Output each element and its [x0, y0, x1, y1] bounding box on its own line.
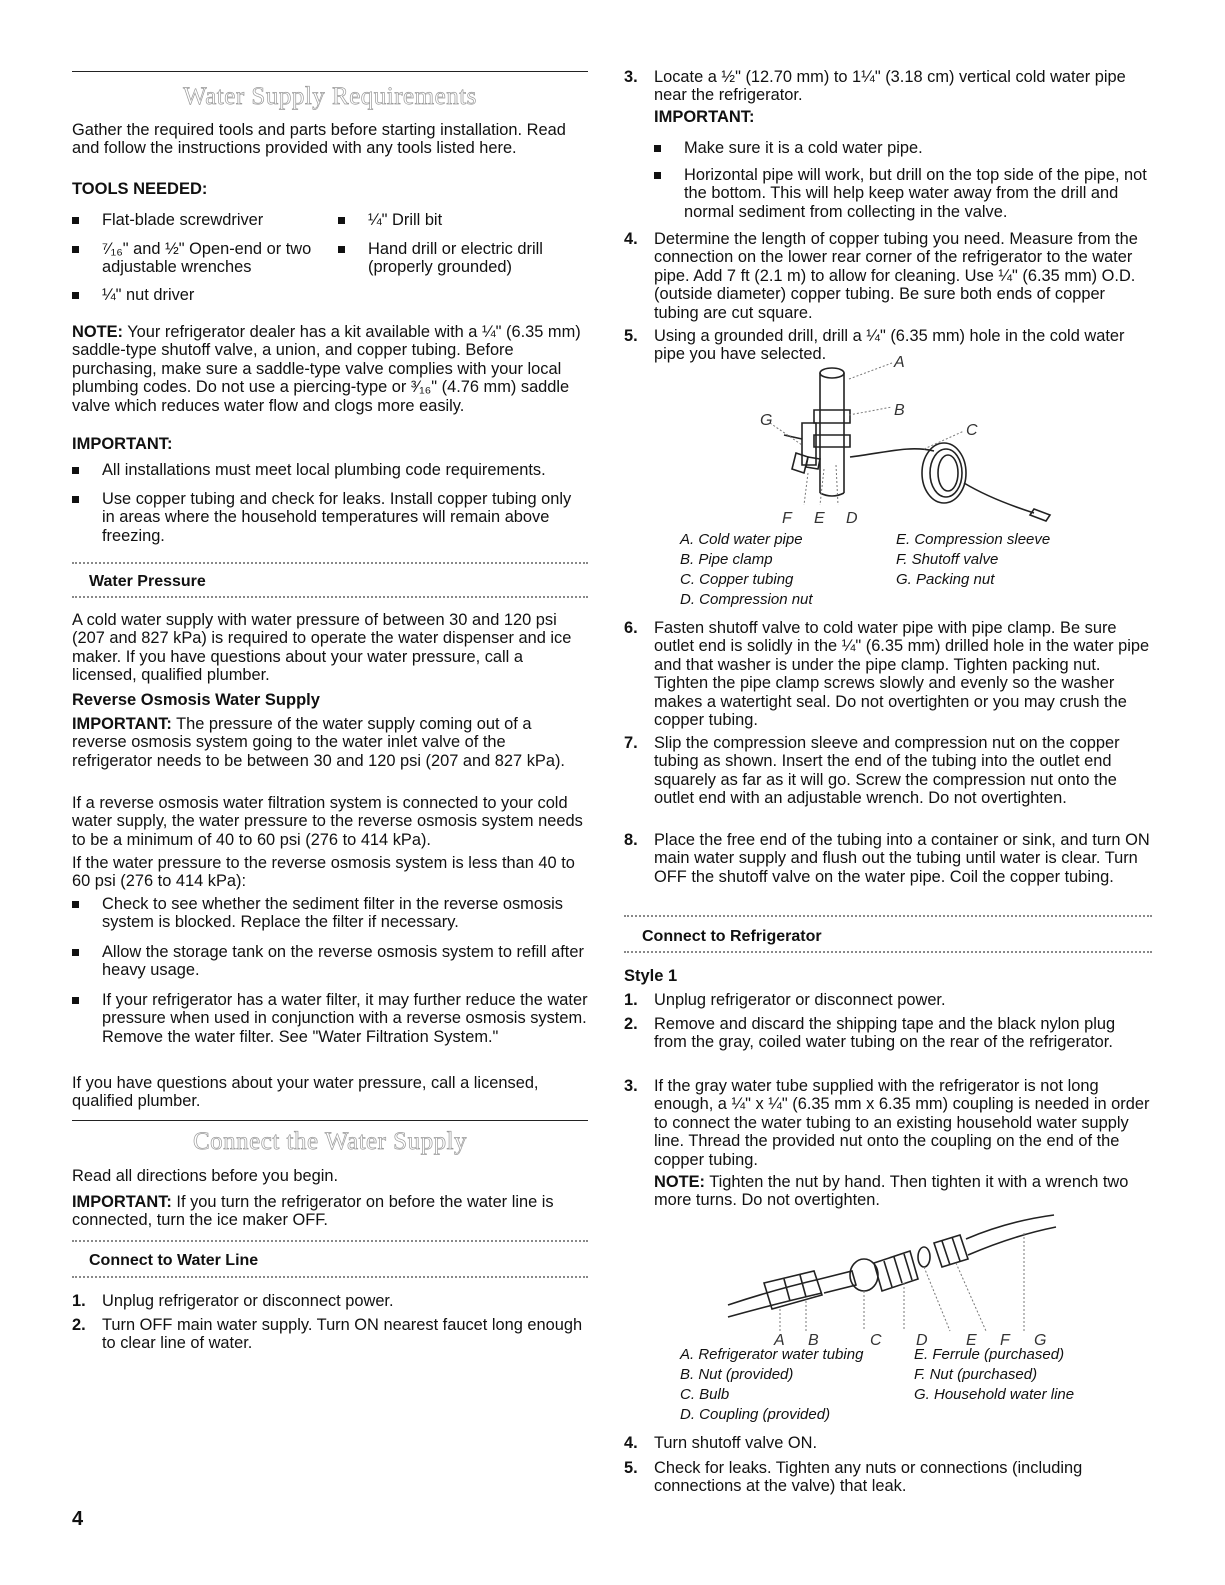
tool-item: Flat-blade screwdriver — [72, 211, 322, 231]
bullet-icon — [72, 949, 79, 956]
fig1-letter-f: F — [782, 510, 792, 527]
dotted-divider — [72, 562, 588, 564]
ro-item: If your refrigerator has a water filter, it may further reduce the water pressure when used in conjunction with a reverse osmosis system. Remove the water filter. See "Water Filtration System." — [72, 991, 588, 1067]
read-directions-paragraph: Read all directions before you begin. — [72, 1167, 339, 1185]
fig1-letter-d: D — [846, 510, 858, 527]
bullet-icon — [72, 997, 79, 1004]
dotted-divider — [624, 915, 1152, 917]
step-item: 1. Unplug refrigerator or disconnect power. — [624, 991, 946, 1009]
fig1-letter-c: C — [966, 422, 978, 439]
section-heading-water-supply-requirements: Water Supply Requirements — [183, 83, 477, 110]
fig1-letter-b: B — [894, 402, 905, 419]
fig2-letter-e: E — [966, 1332, 977, 1349]
fig2-letter-a: A — [774, 1332, 785, 1349]
bullet-icon — [72, 292, 79, 299]
step-item: 3. If the gray water tube supplied with the refrigerator is not long enough, a ¼" x ¼" (6.35 mm x 6.35 mm) coupling is needed in order to connect the water tubing to an existing household water supply line. Thread the provided nut onto the coupling on the end of the copper tubing. — [624, 1077, 1150, 1169]
fig2-letter-f: F — [1000, 1332, 1010, 1349]
bullet-icon — [654, 172, 661, 179]
bullet-icon — [72, 901, 79, 908]
bullet-icon — [338, 217, 345, 224]
fig2-caption-right: E. Ferrule (purchased) F. Nut (purchased) G. Household water line — [914, 1346, 1075, 1403]
note-paragraph: NOTE: Your refrigerator dealer has a kit available with a ¼" (6.35 mm) saddle-type shutoff valve, a union, and copper tubing. Before purchasing, make sure a saddle-type valve complies with your local plumbing codes. Do not use a piercing-type or ³⁄₁₆" (4.76 mm) saddle valve which reduces water flow and clogs more easily. — [72, 323, 581, 415]
fig1-caption-left: A. Cold water pipe B. Pipe clamp C. Copper tubing D. Compression nut — [680, 531, 813, 608]
step-item: 2. Turn OFF main water supply. Turn ON nearest faucet long enough to clear line of water. — [72, 1316, 583, 1353]
subheading-water-pressure: Water Pressure — [89, 573, 206, 590]
fig2-caption-left: A. Refrigerator water tubing B. Nut (provided) C. Bulb D. Coupling (provided) — [680, 1346, 864, 1423]
step-item: 4. Determine the length of copper tubing you need. Measure from the connection on the lower rear corner of the refrigerator to the water pipe. Add 7 ft (2.1 m) to allow for cleaning. Use ¼" (6.35 mm) O.D. (outside diameter) copper tubing. Be sure both ends of copper tubing are cut square. — [624, 230, 1138, 322]
fig1-caption-right: E. Compression sleeve F. Shutoff valve G. Packing nut — [896, 531, 1051, 588]
step-item: 5. Using a grounded drill, drill a ¼" (6.35 mm) hole in the cold water pipe you have selected. — [624, 327, 1125, 364]
water-pressure-paragraph: A cold water supply with water pressure of between 30 and 120 psi (207 and 827 kPa) is required to operate the water dispenser and ice maker. If you have questions about your water pressure, call a licensed, qualified plumber. — [72, 611, 572, 685]
tools-needed-label: TOOLS NEEDED: — [72, 180, 208, 198]
important-item: Horizontal pipe will work, but drill on the top side of the pipe, not the bottom. This will help keep water away from the drill and normal sediment from collecting in the valve. — [654, 166, 1152, 224]
step-item: 6. Fasten shutoff valve to cold water pipe with pipe clamp. Be sure outlet end is solidly in the ¼" (6.35 mm) drilled hole in the water pipe and that washer is under the pipe clamp. Tighten packing nut. Tighten the pipe clamp screws slowly and evenly so the washer makes a watertight seal. Do not overtighten or you may crush the copper tubing. — [624, 619, 1150, 730]
dotted-divider — [72, 1276, 588, 1278]
step-item: 1. Unplug refrigerator or disconnect power. — [72, 1292, 394, 1310]
fig1-letter-a: A — [894, 354, 905, 371]
fig2-letter-d: D — [916, 1332, 928, 1349]
page-number: 4 — [72, 1508, 84, 1530]
step-item: 5. Check for leaks. Tighten any nuts or connections (including connections at the valve) that leak. — [624, 1459, 1083, 1496]
section-rule — [72, 71, 588, 72]
section-heading-connect-the-water-supply: Connect the Water Supply — [192, 1128, 468, 1155]
section-rule — [72, 1120, 588, 1121]
fig1-letter-e: E — [814, 510, 825, 527]
bullet-icon — [72, 246, 79, 253]
bullet-icon — [338, 246, 345, 253]
dotted-divider — [72, 596, 588, 598]
ro-item: Check to see whether the sediment filter in the reverse osmosis system is blocked. Replace the filter if necessary. — [72, 895, 588, 933]
dotted-divider — [72, 1240, 588, 1242]
dotted-divider — [624, 951, 1152, 953]
tool-item: ¼" nut driver — [72, 286, 322, 306]
fig2-letter-b: B — [808, 1332, 819, 1349]
note-paragraph: NOTE: Tighten the nut by hand. Then tighten it with a wrench two more turns. Do not overtighten. — [654, 1173, 1129, 1210]
tool-item: ¼" Drill bit — [338, 211, 588, 231]
step-item: 2. Remove and discard the shipping tape and the black nylon plug from the gray, coiled water tubing on the rear of the refrigerator. — [624, 1015, 1116, 1052]
step-item: 7. Slip the compression sleeve and compression nut on the copper tubing as shown. Insert the end of the tubing into the outlet end squarely as far as it will go. Screw the compression nut onto the outlet end with an adjustable wrench. Do not overtighten. — [624, 734, 1120, 808]
subheading-style-1: Style 1 — [624, 967, 678, 985]
shutoff-valve-illustration — [724, 354, 1084, 530]
intro-paragraph: Gather the required tools and parts before starting installation. Read and follow the instructions provided with any tools listed here. — [72, 121, 566, 158]
step-item: 3. Locate a ½" (12.70 mm) to 1¼" (3.18 cm) vertical cold water pipe near the refrigerator. — [624, 68, 1126, 105]
bullet-icon — [654, 145, 661, 152]
coupling-illustration — [724, 1213, 1064, 1348]
subheading-connect-to-water-line: Connect to Water Line — [89, 1252, 259, 1269]
subheading-reverse-osmosis: Reverse Osmosis Water Supply — [72, 691, 320, 709]
tool-item: ⁷⁄₁₆" and ½" Open-end or two adjustable wrenches — [72, 240, 322, 280]
important-label: IMPORTANT: — [72, 435, 173, 453]
ro-paragraph: If you have questions about your water pressure, call a licensed, qualified plumber. — [72, 1074, 539, 1111]
ro-item: Allow the storage tank on the reverse osmosis system to refill after heavy usage. — [72, 943, 588, 981]
fig2-letter-c: C — [870, 1332, 882, 1349]
ro-paragraph: If the water pressure to the reverse osmosis system is less than 40 to 60 psi (276 to 414 kPa): — [72, 854, 575, 891]
bullet-icon — [72, 496, 79, 503]
step-item: 4. Turn shutoff valve ON. — [624, 1434, 818, 1452]
important-label: IMPORTANT: — [654, 108, 755, 126]
ro-paragraph: If a reverse osmosis water filtration system is connected to your cold water supply, the water pressure to the reverse osmosis system needs to be a minimum of 40 to 60 psi (276 to 414 kPa). — [72, 794, 583, 849]
subheading-connect-to-refrigerator: Connect to Refrigerator — [642, 928, 822, 945]
fig1-letter-g: G — [760, 412, 773, 429]
important-item: Use copper tubing and check for leaks. Install copper tubing only in areas where the household temperatures will remain above freezing. — [72, 490, 588, 548]
bullet-icon — [72, 217, 79, 224]
step-item: 8. Place the free end of the tubing into a container or sink, and turn ON main water supply and flush out the tubing until water is clear. Turn OFF the shutoff valve on the water pipe. Coil the copper tubing. — [624, 831, 1150, 886]
tool-item: Hand drill or electric drill (properly grounded) — [338, 240, 588, 280]
bullet-icon — [72, 467, 79, 474]
fig2-letter-g: G — [1034, 1332, 1047, 1349]
important-item: Make sure it is a cold water pipe. — [654, 139, 1152, 159]
cws-important-paragraph: IMPORTANT: If you turn the refrigerator on before the water line is connected, turn the ice maker OFF. — [72, 1193, 554, 1230]
important-item: All installations must meet local plumbing code requirements. — [72, 461, 588, 481]
ro-important-paragraph: IMPORTANT: The pressure of the water supply coming out of a reverse osmosis system going to the water inlet valve of the refrigerator needs to be between 30 and 120 psi (207 and 827 kPa). — [72, 715, 565, 770]
